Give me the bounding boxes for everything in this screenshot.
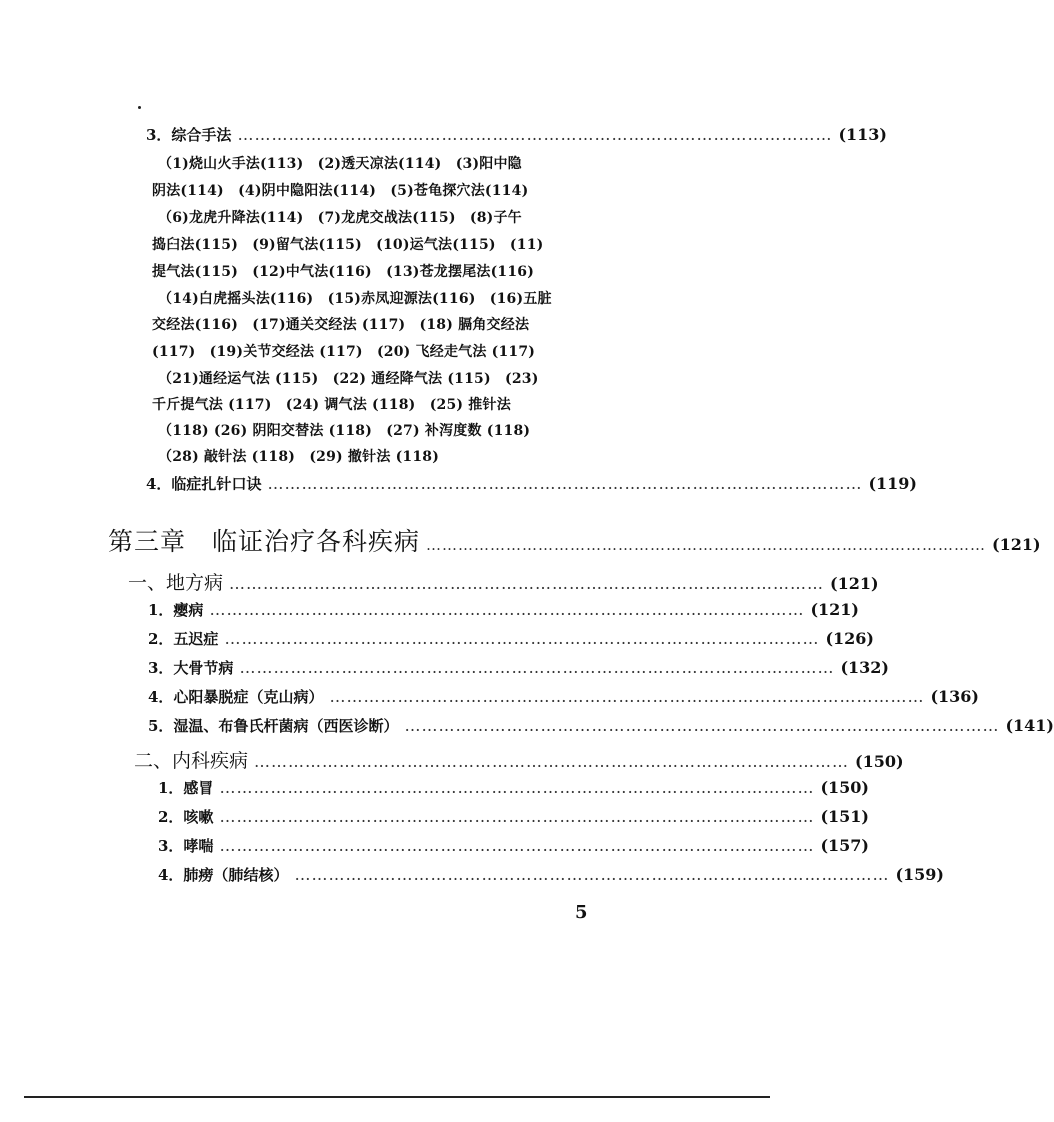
chapter-title: 第三章 临证治疗各科疾病 xyxy=(108,527,421,556)
toc-entry-section-3 xyxy=(146,124,887,145)
toc-item xyxy=(148,657,889,678)
part-page: (121) xyxy=(830,574,879,593)
toc-subline: 千斤提气法 (117) (24) 调气法 (118) (25) 推针法 xyxy=(152,397,511,413)
toc-item-page: (151) xyxy=(820,807,869,826)
toc-item xyxy=(148,628,874,649)
bottom-rule xyxy=(24,1096,770,1098)
toc-leader-dots: …………………………………………………………………………………………… xyxy=(219,807,815,826)
toc-leader-dots: …………………………………………………………………………………………… xyxy=(329,687,925,706)
toc-subline: （6)龙虎升降法(114) (7)龙虎交战法(115) (8)子午 xyxy=(158,210,522,226)
toc-entry-page: (113) xyxy=(838,125,887,144)
toc-item xyxy=(158,777,869,798)
toc-subline: 阴法(114) (4)阴中隐阳法(114) (5)苍龟探穴法(114) xyxy=(152,183,529,199)
toc-subline: 提气法(115) (12)中气法(116) (13)苍龙摆尾法(116) xyxy=(152,264,535,280)
toc-leader-dots: …………………………………………………………………………………………… xyxy=(267,474,863,493)
toc-subline: （28) 敲针法 (118) (29) 撤针法 (118) xyxy=(158,449,440,465)
toc-subline: （21)通经运气法 (115) (22) 通经降气法 (115) (23) xyxy=(158,371,539,387)
toc-leader-dots: …………………………………………………………………………………………… xyxy=(254,752,850,771)
toc-subline: 交经法(116) (17)通关交经法 (117) (18) 膈角交经法 xyxy=(152,317,530,333)
toc-item xyxy=(148,686,979,707)
toc-item-page: (157) xyxy=(820,836,869,855)
toc-entry-section-4 xyxy=(146,473,917,494)
toc-chapter-3 xyxy=(108,522,1041,558)
toc-leader-dots: …………………………………………………………………………………………… xyxy=(219,778,815,797)
toc-item xyxy=(148,715,1054,736)
toc-item-page: (159) xyxy=(895,865,944,884)
toc-item-title: 3．哮喘 xyxy=(158,837,214,855)
toc-leader-dots: …………………………………………………………………………………………… xyxy=(239,658,835,677)
toc-item-title: 5．湿温、布鲁氏杆菌病（西医诊断） xyxy=(148,717,399,735)
toc-item-title: 4．肺痨（肺结核） xyxy=(158,866,289,884)
toc-leader-dots: …………………………………………………………………………………………… xyxy=(404,716,1000,735)
toc-item-page: (121) xyxy=(810,600,859,619)
toc-leader-dots: …………………………………………………………………………………………… xyxy=(224,629,820,648)
chapter-page: (121) xyxy=(992,535,1041,554)
toc-subline: (117) (19)关节交经法 (117) (20) 飞经走气法 (117) xyxy=(152,344,536,360)
toc-item-title: 1．感冒 xyxy=(158,779,214,797)
toc-item-title: 1．瘿病 xyxy=(148,601,204,619)
part-page: (150) xyxy=(855,752,904,771)
toc-leader-dots: …………………………………………………………………………………………… xyxy=(294,865,890,884)
toc-item-title: 2．五迟症 xyxy=(148,630,219,648)
toc-item-title: 2．咳嗽 xyxy=(158,808,214,826)
toc-part-1 xyxy=(128,568,879,595)
toc-leader-dots: …………………………………………………………………………………………… xyxy=(219,836,815,855)
toc-item-title: 4．心阳暴脱症（克山病） xyxy=(148,688,324,706)
toc-leader-dots: …………………………………………………………………………………………… xyxy=(209,600,805,619)
toc-item xyxy=(158,806,869,827)
toc-leader-dots: …………………………………………………………………………………………… xyxy=(237,125,833,144)
toc-subline: （1)烧山火手法(113) (2)透天凉法(114) (3)阳中隐 xyxy=(158,156,522,172)
toc-leader-dots: …………………………………………………………………………………………… xyxy=(229,574,825,593)
toc-item-title: 3．大骨节病 xyxy=(148,659,234,677)
part-title: 二、内科疾病 xyxy=(134,750,249,772)
toc-item-page: (141) xyxy=(1005,716,1054,735)
toc-entry-title: 4．临症扎针口诀 xyxy=(146,475,262,493)
part-title: 一、地方病 xyxy=(128,572,224,594)
toc-subline: 捣臼法(115) (9)留气法(115) (10)运气法(115) (11) xyxy=(152,237,544,253)
toc-item-page: (126) xyxy=(825,629,874,648)
toc-leader-dots: …………………………………………………………………………………………… xyxy=(426,536,987,554)
toc-item-page: (136) xyxy=(930,687,979,706)
toc-item xyxy=(148,599,859,620)
toc-item xyxy=(158,835,869,856)
toc-entry-title: 3．综合手法 xyxy=(146,126,232,144)
toc-item-page: (150) xyxy=(820,778,869,797)
page-number: 5 xyxy=(575,902,588,923)
toc-item-page: (132) xyxy=(840,658,889,677)
toc-subline: （14)白虎摇头法(116) (15)赤凤迎源法(116) (16)五脏 xyxy=(158,291,552,307)
toc-subline: （118) (26) 阴阳交替法 (118) (27) 补泻度数 (118) xyxy=(158,423,531,439)
toc-entry-page: (119) xyxy=(868,474,917,493)
toc-part-2 xyxy=(134,746,904,773)
toc-item xyxy=(158,864,944,885)
print-speck xyxy=(138,106,141,109)
